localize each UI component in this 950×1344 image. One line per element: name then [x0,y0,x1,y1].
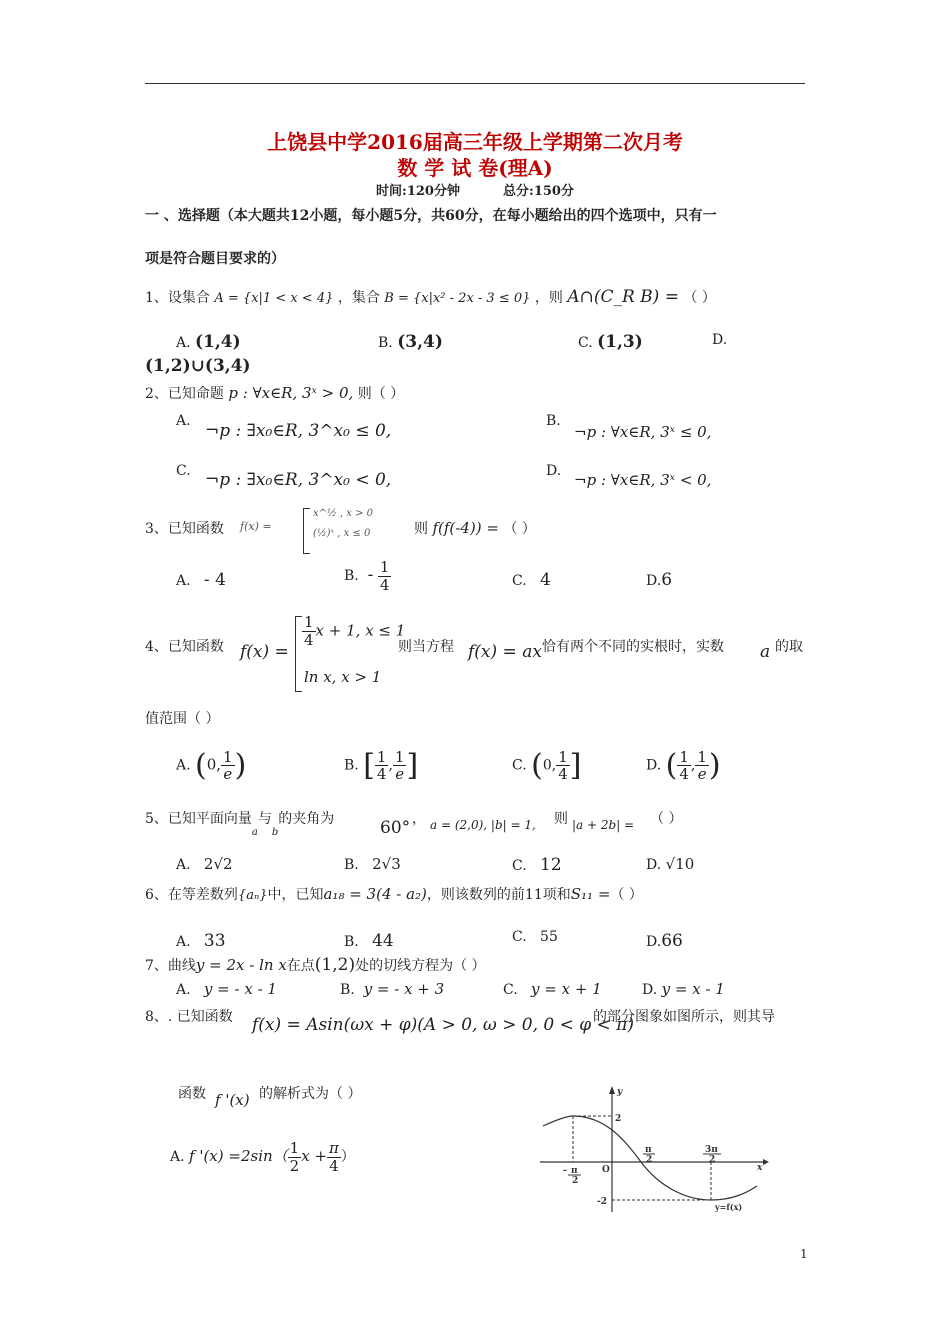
q1-expression: A∩(C_R B) = [567,287,679,307]
q7-tail: 处的切线方程为（ ） [355,958,486,974]
q2-answer-blank: 则（ ） [357,386,405,402]
q6-sum: S₁₁ = [570,885,611,903]
q1-set-b: B = {x|x² - 2x - 3 ≤ 0} [384,291,531,306]
graph-label-y: y [617,1087,623,1097]
q1-option-d-label: D. [712,332,728,348]
q5-angle: 60° [380,818,411,838]
q7-stem: 7、曲线 [145,958,196,974]
q2-option-d: ¬p : ∀x∈R, 3ˣ < 0, [574,471,712,489]
q3-brace [303,508,310,554]
page-number: 1 [800,1247,808,1261]
q6-tail: ，则该数列的前11项和 [426,887,571,903]
graph-label-neg-pi: π [571,1166,578,1176]
question-1 [145,287,716,307]
exam-score: 总分:150分 [503,184,574,199]
q7-option-d: D. y = x - 1 [642,980,725,998]
q5-and: 与 [257,811,272,827]
q8-line-2-tail: 的解析式为（ ） [259,1086,362,1102]
question-6 [145,884,643,904]
q8-option-a: A. f '(x) =2sin（ $\frac{1}{2}$ x + $\frac{\pi}{4}$ ） [170,1139,355,1175]
exam-title: 上饶县中学2016届高三年级上学期第二次月考 [267,130,683,154]
graph-label-neg-2: -2 [597,1197,607,1207]
q8-tail: 的部分图象如图所示，则其导 [593,1009,775,1025]
section-heading-1: 一 、选择题（本大题共12小题，每小题5分，共60分，在每小题给出的四个选项中，只有一 [145,208,717,224]
q4-brace [295,616,302,692]
q5-stem: 5、已知平面向量 [145,811,252,827]
sine-graph [535,1082,770,1217]
q8-derivative: f '(x) [215,1091,250,1109]
q5-option-a: A. 2√2 [176,855,233,873]
q3-fx: f(x) = [240,520,272,533]
q3-case-1: x^½ , x > 0 [313,508,373,519]
q1-option-a: A. (1,4) [176,332,241,352]
q1-answer-blank: （ ） [683,290,716,306]
q2-option-a-label: A. [176,413,191,429]
q6-option-a: A. 33 [176,931,226,951]
graph-label-origin: O [602,1165,610,1175]
q7-curve: y = 2x - ln x [195,956,287,974]
q3-answer-blank: （ ） [503,521,536,537]
q5-comma: ， [412,811,426,827]
q4-end: 的取 [775,639,803,655]
q2-option-b-label: B. [546,413,561,429]
q1-text-c: ，则 [534,290,563,306]
q4-fx: f(x) = [240,642,289,662]
q1-text-b: ，集合 [337,290,380,306]
q3-option-a: A. - 4 [176,570,226,590]
q6-option-c: C. 55 [512,929,558,945]
q6-sequence: {aₙ} [237,888,268,903]
q4-option-c: C. (0, $\frac{1}{4}$ ] [512,747,582,783]
q5-mid: 的夹角为 [278,811,335,827]
question-5 [145,808,334,838]
q4-text: 则当方程 [398,639,454,655]
q4-option-d: D. ( $\frac{1}{4}$ , $\frac{1}{e}$ ) [646,747,721,783]
q1-option-c: C. (1,3) [578,332,643,352]
q7-mid: 在点 [286,958,315,974]
q5-vector-a: a [251,827,258,838]
q4-case-2: ln x, x > 1 [304,668,382,686]
q5-expression: |a + 2b| = [572,818,635,832]
q7-point: (1,2) [314,955,356,975]
q4-option-a: A. (0, $\frac{1}{e}$ ) [176,747,247,783]
q5-option-c: C. 12 [512,855,562,875]
q6-option-d: D.66 [646,931,683,951]
q4-equation: f(x) = ax [468,642,542,662]
q8-line-2-text: 函数 [178,1086,206,1102]
q6-condition: a₁₈ = 3(4 - a₂) [323,885,427,903]
q5-then: 则 [554,811,568,827]
q1-set-a: A = {x|1 < x < 4} [214,291,334,306]
exam-time: 时间:120分钟 [376,184,460,199]
q3-case-2: (½)ˣ , x ≤ 0 [313,528,371,539]
q2-option-b: ¬p : ∀x∈R, 3ˣ ≤ 0, [574,423,712,441]
section-heading-2: 项是符合题目要求的） [145,251,285,267]
q2-option-d-label: D. [546,463,562,479]
q6-option-b: B. 44 [344,931,394,951]
q2-expression: p : ∀x∈R, 3ˣ > 0, [228,384,354,402]
graph-label-x: x [757,1163,763,1173]
exam-subtitle: 数 学 试 卷(理A) [397,156,553,180]
q7-option-c: C. y = x + 1 [503,980,602,998]
q5-option-d: D. √10 [646,855,695,873]
q1-stem: 1、设集合 [145,290,210,306]
graph-label-3pi-den: 2 [709,1155,716,1165]
q6-answer-blank: （ ） [610,887,643,903]
question-7 [145,955,486,975]
question-2 [145,383,404,403]
graph-x-arrow [763,1159,769,1165]
q8-line-2 [178,1083,206,1103]
graph-label-pi: π [645,1145,652,1155]
top-rule [145,83,805,84]
q7-option-a: A. y = - x - 1 [176,980,277,998]
q8-stem: 8、. 已知函数 [145,1009,233,1025]
graph-label-neg-pi-den: 2 [572,1176,579,1186]
q5-condition: a = (2,0), |b| = 1, [430,818,536,832]
exam-meta [0,180,950,199]
q7-option-b: B. y = - x + 3 [340,980,445,998]
q4-stem: 4、已知函数 [145,639,224,655]
q4-tail: 恰有两个不同的实根时，实数 [542,639,724,655]
q6-mid: 中，已知 [267,887,324,903]
q2-stem: 2、已知命题 [145,386,224,402]
graph-label-fx: y=f(x) [715,1202,743,1212]
graph-label-3pi: 3π [705,1145,718,1155]
q5-option-b: B. 2√3 [344,855,401,873]
q1-option-b: B. (3,4) [378,332,443,352]
q4-line-2: 值范围（ ） [145,711,220,727]
q6-stem: 6、在等差数列 [145,887,238,903]
q3-option-d: D.6 [646,570,673,590]
q3-option-b: B. - $\frac{1}{4}$ [344,558,390,594]
q2-option-a: ¬p : ∃x₀∈R, 3^x₀ ≤ 0, [205,421,392,441]
q3-text: 则 [414,521,428,537]
q3-option-c: C. 4 [512,570,551,590]
graph-y-arrow [609,1086,615,1094]
question-3 [414,518,536,538]
q3-expression: f(f(-4)) = [432,519,499,537]
q4-option-b: B. [ $\frac{1}{4}$ , $\frac{1}{e}$ ] [344,747,419,783]
graph-label-pi-den: 2 [646,1155,653,1165]
graph-label-2: 2 [615,1114,622,1124]
q5-vector-b: b [271,827,279,838]
q4-case-1: $\frac{1}{4}$ x + 1, x ≤ 1 [304,613,406,649]
q5-answer-blank: （ ） [650,811,683,827]
q3-stem: 3、已知函数 [145,521,224,537]
q8-function: f(x) = Asin(ωx + φ)(A > 0, ω > 0, 0 < φ < π) [252,1015,635,1035]
q2-option-c-label: C. [176,463,191,479]
graph-label-neg: - [563,1166,567,1176]
q2-option-c: ¬p : ∃x₀∈R, 3^x₀ < 0, [205,470,392,490]
q4-var-a: a [760,642,771,662]
q1-option-d: (1,2)∪(3,4) [145,356,251,376]
